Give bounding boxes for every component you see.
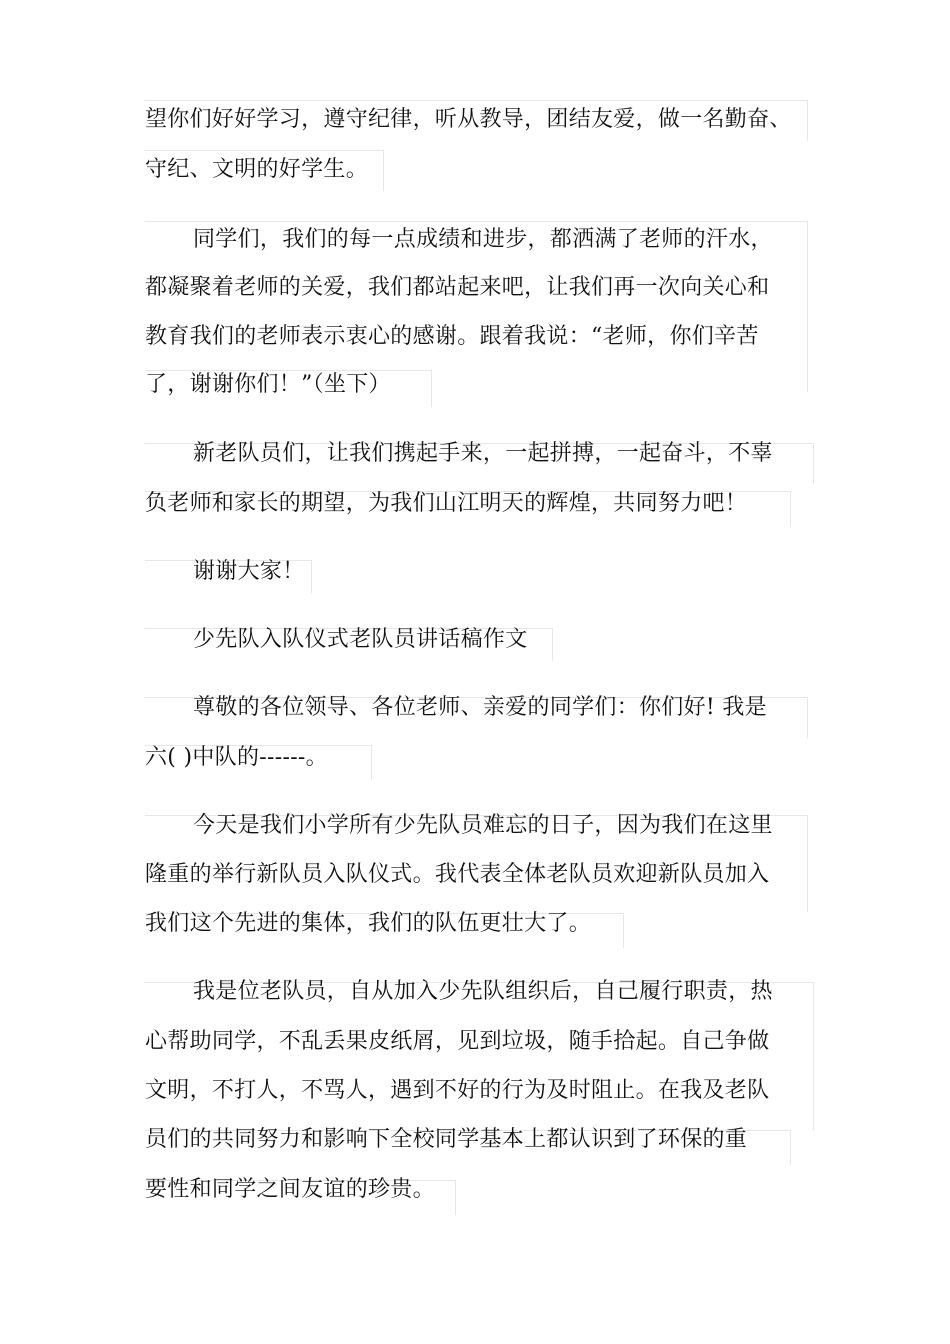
paragraph-line: 都凝聚着老师的关爱，我们都站起来吧，让我们再一次向关心和 [145,275,770,300]
paragraph-line: 心帮助同学，不乱丢果皮纸屑，见到垃圾，随手拾起。自己争做 [145,1029,770,1054]
paragraph-line: 尊敬的各位领导、各位老师、亲爱的同学们：你们好! 我是 [193,695,767,720]
paragraph-line: 隆重的举行新队员入队仪式。我代表全体老队员欢迎新队员加入 [145,862,770,887]
paragraph-line: 了，谢谢你们！”（坐下） [145,372,391,397]
paragraph-line: 今天是我们小学所有少先队员难忘的日子，因为我们在这里 [193,813,773,838]
paragraph-line: 守纪、文明的好学生。 [145,157,369,182]
paragraph-line: 六( )中队的------。 [145,745,328,770]
paragraph-line: 教育我们的老师表示衷心的感谢。跟着我说：“老师，你们辛苦 [145,324,759,349]
paragraph-line: 我们这个先进的集体，我们的队伍更壮大了。 [145,911,592,936]
paragraph-line: 谢谢大家！ [193,559,305,584]
paragraph-line: 文明，不打人，不骂人，遇到不好的行为及时阻止。在我及老队 [145,1078,770,1103]
paragraph-line: 新老队员们，让我们携起手来，一起拼搏，一起奋斗，不辜 [193,441,773,466]
paragraph-line: 员们的共同努力和影响下全校同学基本上都认识到了环保的重 [145,1127,748,1152]
paragraph-line: 要性和同学之间友谊的珍贵。 [145,1177,435,1202]
paragraph-line: 负老师和家长的期望，为我们山江明天的辉煌，共同努力吧！ [145,491,748,516]
paragraph-line: 少先队入队仪式老队员讲话稿作文 [193,627,528,652]
paragraph-line: 同学们，我们的每一点成绩和进步，都洒满了老师的汗水， [193,227,773,252]
paragraph-line: 我是位老队员，自从加入少先队组织后，自己履行职责，热 [193,979,773,1004]
paragraph-line: 望你们好好学习，遵守纪律，听从教导，团结友爱，做一名勤奋、 [145,107,792,132]
